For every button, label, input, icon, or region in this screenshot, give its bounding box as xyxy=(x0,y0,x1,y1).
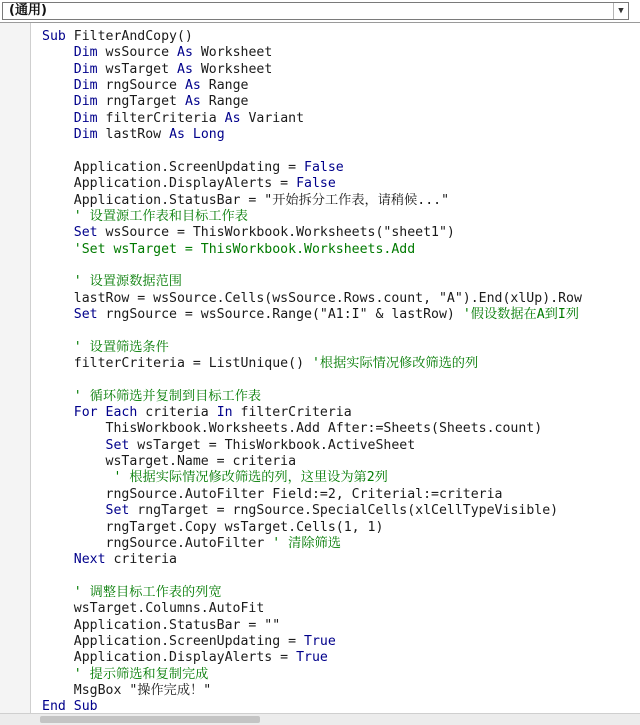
keyword-token: Dim xyxy=(42,94,106,110)
code-token: filterCriteria xyxy=(105,110,225,126)
keyword-token: As xyxy=(177,61,201,77)
code-token: criteria xyxy=(145,405,217,421)
code-line[interactable] xyxy=(42,291,582,307)
keyword-token: False xyxy=(304,159,344,175)
code-token: ThisWorkbook.Worksheets.Add After:=Sheets(Sheets.count) xyxy=(42,421,543,437)
procedure-dropdown-value: (通用) xyxy=(9,3,47,18)
keyword-token: Set xyxy=(42,306,106,322)
procedure-dropdown[interactable] xyxy=(2,2,629,20)
comment-token: ' 设置筛选条件 xyxy=(42,339,169,355)
keyword-token: Dim xyxy=(42,78,106,94)
keyword-token: Dim xyxy=(42,127,106,143)
code-line[interactable] xyxy=(42,454,296,470)
code-line[interactable] xyxy=(42,29,193,45)
code-line[interactable] xyxy=(42,667,208,683)
code-line[interactable] xyxy=(42,111,304,127)
keyword-token: Dim xyxy=(42,45,106,61)
code-token: filterCriteria xyxy=(240,405,352,421)
code-line[interactable] xyxy=(42,405,352,421)
comment-token: ' 设置源工作表和目标工作表 xyxy=(42,208,248,224)
code-token: wsTarget xyxy=(105,61,177,77)
code-line[interactable] xyxy=(42,242,415,258)
code-line[interactable] xyxy=(42,307,579,323)
code-token: Worksheet xyxy=(200,45,273,61)
code-line[interactable] xyxy=(42,634,336,650)
keyword-token: Dim xyxy=(42,110,106,126)
code-line[interactable] xyxy=(42,94,248,110)
keyword-token: As xyxy=(177,45,201,61)
keyword-token: For Each xyxy=(42,405,146,421)
code-editor[interactable] xyxy=(31,23,640,713)
code-line[interactable] xyxy=(42,699,98,713)
code-line[interactable] xyxy=(42,62,272,78)
keyword-token: Dim xyxy=(42,61,106,77)
code-line[interactable] xyxy=(42,470,388,486)
code-token: Application.DisplayAlerts = xyxy=(42,650,297,666)
keyword-token: Next xyxy=(42,552,114,568)
code-token: wsTarget = ThisWorkbook.ActiveSheet xyxy=(137,437,416,453)
code-token: criteria xyxy=(113,552,177,568)
code-token: wsTarget.Columns.AutoFit xyxy=(42,601,265,617)
code-token: rngSource xyxy=(105,78,185,94)
code-token: Application.StatusBar = "" xyxy=(42,617,281,633)
code-line[interactable] xyxy=(42,601,264,617)
code-line[interactable] xyxy=(42,45,272,61)
code-line[interactable] xyxy=(42,127,225,143)
comment-token: '根据实际情况修改筛选的列 xyxy=(311,356,479,371)
code-token: lastRow xyxy=(105,127,170,143)
comment-token: ' 循环筛选并复制到目标工作表 xyxy=(42,388,262,404)
code-token: rngSource = wsSource.Range("A1:I" & lastRow) xyxy=(105,306,463,322)
code-token: Range xyxy=(208,78,249,94)
code-token: MsgBox "操作完成！" xyxy=(42,683,212,698)
code-token: Worksheet xyxy=(200,61,273,77)
comment-token: '假设数据在A到I列 xyxy=(462,306,579,322)
code-line[interactable] xyxy=(42,683,211,699)
code-line[interactable] xyxy=(42,520,383,536)
code-line[interactable] xyxy=(42,78,248,94)
code-token: FilterAndCopy() xyxy=(73,29,193,44)
code-line[interactable] xyxy=(42,193,449,209)
code-token: Variant xyxy=(248,110,305,126)
keyword-token: In xyxy=(216,405,241,421)
keyword-token: False xyxy=(296,176,336,192)
code-token: rngTarget xyxy=(105,94,185,110)
keyword-token: As Long xyxy=(169,127,225,143)
comment-token: 'Set wsTarget = ThisWorkbook.Worksheets.Add xyxy=(42,241,416,257)
horizontal-scrollbar[interactable] xyxy=(0,713,640,725)
code-line[interactable] xyxy=(42,585,222,601)
code-token: rngSource.AutoFilter xyxy=(42,535,273,551)
code-line[interactable] xyxy=(42,618,280,634)
code-token: rngTarget.Copy wsTarget.Cells(1, 1) xyxy=(42,519,384,535)
code-token: rngTarget = rngSource.SpecialCells(xlCellTypeVisible) xyxy=(137,503,559,519)
chevron-down-icon[interactable]: ▼ xyxy=(613,3,628,19)
keyword-token: True xyxy=(296,650,328,666)
code-line[interactable] xyxy=(42,438,415,454)
comment-token: ' 清除筛选 xyxy=(272,535,341,551)
keyword-token: As xyxy=(224,110,249,126)
code-token: lastRow = wsSource.Cells(wsSource.Rows.count, "A").End(xlUp).Row xyxy=(42,290,582,306)
code-line[interactable] xyxy=(42,274,182,290)
code-line[interactable] xyxy=(42,356,478,372)
keyword-token: As xyxy=(184,78,209,94)
code-line[interactable] xyxy=(42,225,455,241)
keyword-token: True xyxy=(304,633,336,649)
code-line[interactable] xyxy=(42,389,261,405)
comment-token: ' 设置源数据范围 xyxy=(42,274,182,290)
comment-token: ' 调整目标工作表的列宽 xyxy=(42,584,222,600)
code-token: Application.StatusBar = "开始拆分工作表，请稍候..." xyxy=(42,192,450,208)
code-token: wsSource xyxy=(105,45,177,61)
code-window-toolbar xyxy=(0,0,640,23)
code-token: Application.DisplayAlerts = xyxy=(42,176,297,192)
code-token: wsTarget.Name = criteria xyxy=(42,454,297,470)
code-token: wsSource = ThisWorkbook.Worksheets("sheet1") xyxy=(105,225,455,241)
keyword-token: Set xyxy=(42,503,138,519)
keyword-token: As xyxy=(184,94,209,110)
code-line[interactable] xyxy=(42,421,542,437)
keyword-token: Set xyxy=(42,437,138,453)
code-line[interactable] xyxy=(42,160,344,176)
comment-token: ' 提示筛选和复制完成 xyxy=(42,666,209,682)
code-line[interactable] xyxy=(42,176,336,192)
code-token: Application.ScreenUpdating = xyxy=(42,159,305,175)
code-token: Application.ScreenUpdating = xyxy=(42,633,305,649)
code-line[interactable] xyxy=(42,552,177,568)
code-line[interactable] xyxy=(42,340,169,356)
keyword-token: Sub xyxy=(42,29,74,44)
keyword-token: Set xyxy=(42,225,106,241)
code-line[interactable] xyxy=(42,503,558,519)
code-token: filterCriteria = ListUnique() xyxy=(42,356,312,371)
keyword-token: End Sub xyxy=(42,699,98,713)
code-token: rngSource.AutoFilter Field:=2, Criterial:=criteria xyxy=(42,486,503,502)
scrollbar-thumb[interactable] xyxy=(40,716,260,723)
code-line[interactable] xyxy=(42,487,503,503)
comment-token: ' 根据实际情况修改筛选的列，这里设为第2列 xyxy=(42,470,388,486)
code-line[interactable] xyxy=(42,536,341,552)
margin-indicator-bar[interactable] xyxy=(0,23,31,713)
code-line[interactable] xyxy=(42,650,328,666)
code-line[interactable] xyxy=(42,209,248,225)
code-token: Range xyxy=(208,94,249,110)
